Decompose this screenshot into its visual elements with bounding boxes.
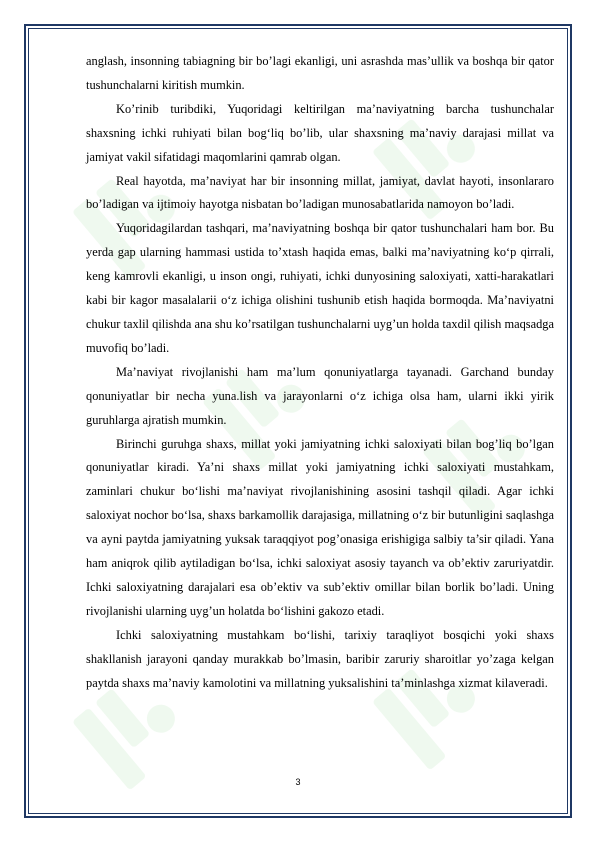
paragraph: Ma’naviyat rivojlanishi ham ma’lum qonuniyatlarga tayanadi. Garchand bunday qonuniyatlar bir necha yuna.lish va jarayonlarni o‘z ichiga olsa ham, ularni ikki yirik guruhlarga ajratish mumkin. xyxy=(86,364,554,427)
document-body xyxy=(86,50,554,695)
paragraph: Ko’rinib turibdiki, Yuqoridagi keltirilgan ma’naviyatning barcha tushunchalar shaxsning ichki ruhiyati bilan bog‘liq bo’lib, ular shaxsning ma’naviy darajasi millat va jamiyat vakil sifatidagi maqomlarini qamrab olgan. xyxy=(86,101,554,164)
paragraph: Yuqoridagilardan tashqari, ma’naviyatning boshqa bir qator tushunchalari ham bor. Bu yerda gap ularning hammasi ustida to’xtash haqida emas, balki ma’naviyatning ko‘p qirrali, keng kamrovli ekanligi, u inson ongi, ruhiyati, ichki dunyosining saloxiyati, xatti-harakatlari kabi bir kagor masalalarii o‘z ichiga olishini tushunib etish haqida bormoqda. Ma’naviyatni chukur taxlil qilishda ana shu ko’rsatilgan tushunchalarni uyg’un holda taxdil qilish maqsadga muvofiq bo’ladi. xyxy=(86,221,554,355)
paragraph: Birinchi guruhga shaxs, millat yoki jamiyatning ichki saloxiyati bilan bog’liq bo’lgan qonuniyatlar kiradi. Ya’ni shaxs millat yoki jamiyatning ichki saloxiyati mustahkam, zaminlari chukur bo‘lishi ma’naviyat rivojlanishining asosini tashqil qiladi. Agar ichki saloxiyat nochor bo‘lsa, shaxs barkamollik darajasiga, millatning o‘z bir butunligini saqlashga va ayni paytda jamiyatning yuksak taraqqiyot pog’onasiga erishigiga salbiy ta’sir qiladi. Yana ham aniqrok qilib aytiladigan bo‘lsa, ichki saloxiyat asosiy tayanch va ob’ektiv zaruriyatdir. Ichki saloxiyatning darajalari esa ob’ektiv va sub’ektiv omillar bilan borlik bo’ladi. Uning rivojlanishi ularning uyg’un holatda bo‘lishini gakozo etadi. xyxy=(86,436,554,618)
paragraph: Ichki saloxiyatning mustahkam bo‘lishi, tarixiy taraqliyot bosqichi yoki shaxs shakllanish jarayoni qanday murakkab bo’lmasin, baribir zaruriy sharoitlar yo’zaga kelgan paytda shaxs ma’naviy kamolotini va millatning yuksalishini ta’minlashga xizmat kilaveradi. xyxy=(86,627,554,690)
paragraph: anglash, insonning tabiagning bir bo’lagi ekanligi, uni asrashda mas’ullik va boshqa bir qator tushunchalarni kiritish mumkin. xyxy=(86,54,554,92)
page-number: 3 xyxy=(295,777,301,787)
paragraph: Real hayotda, ma’naviyat har bir insonning millat, jamiyat, davlat hayoti, insonlararo bo’ladigan va ijtimoiy hayotga nisbatan bo’ladigan munosabatlarida namoyon bo’ladi. xyxy=(86,173,554,212)
